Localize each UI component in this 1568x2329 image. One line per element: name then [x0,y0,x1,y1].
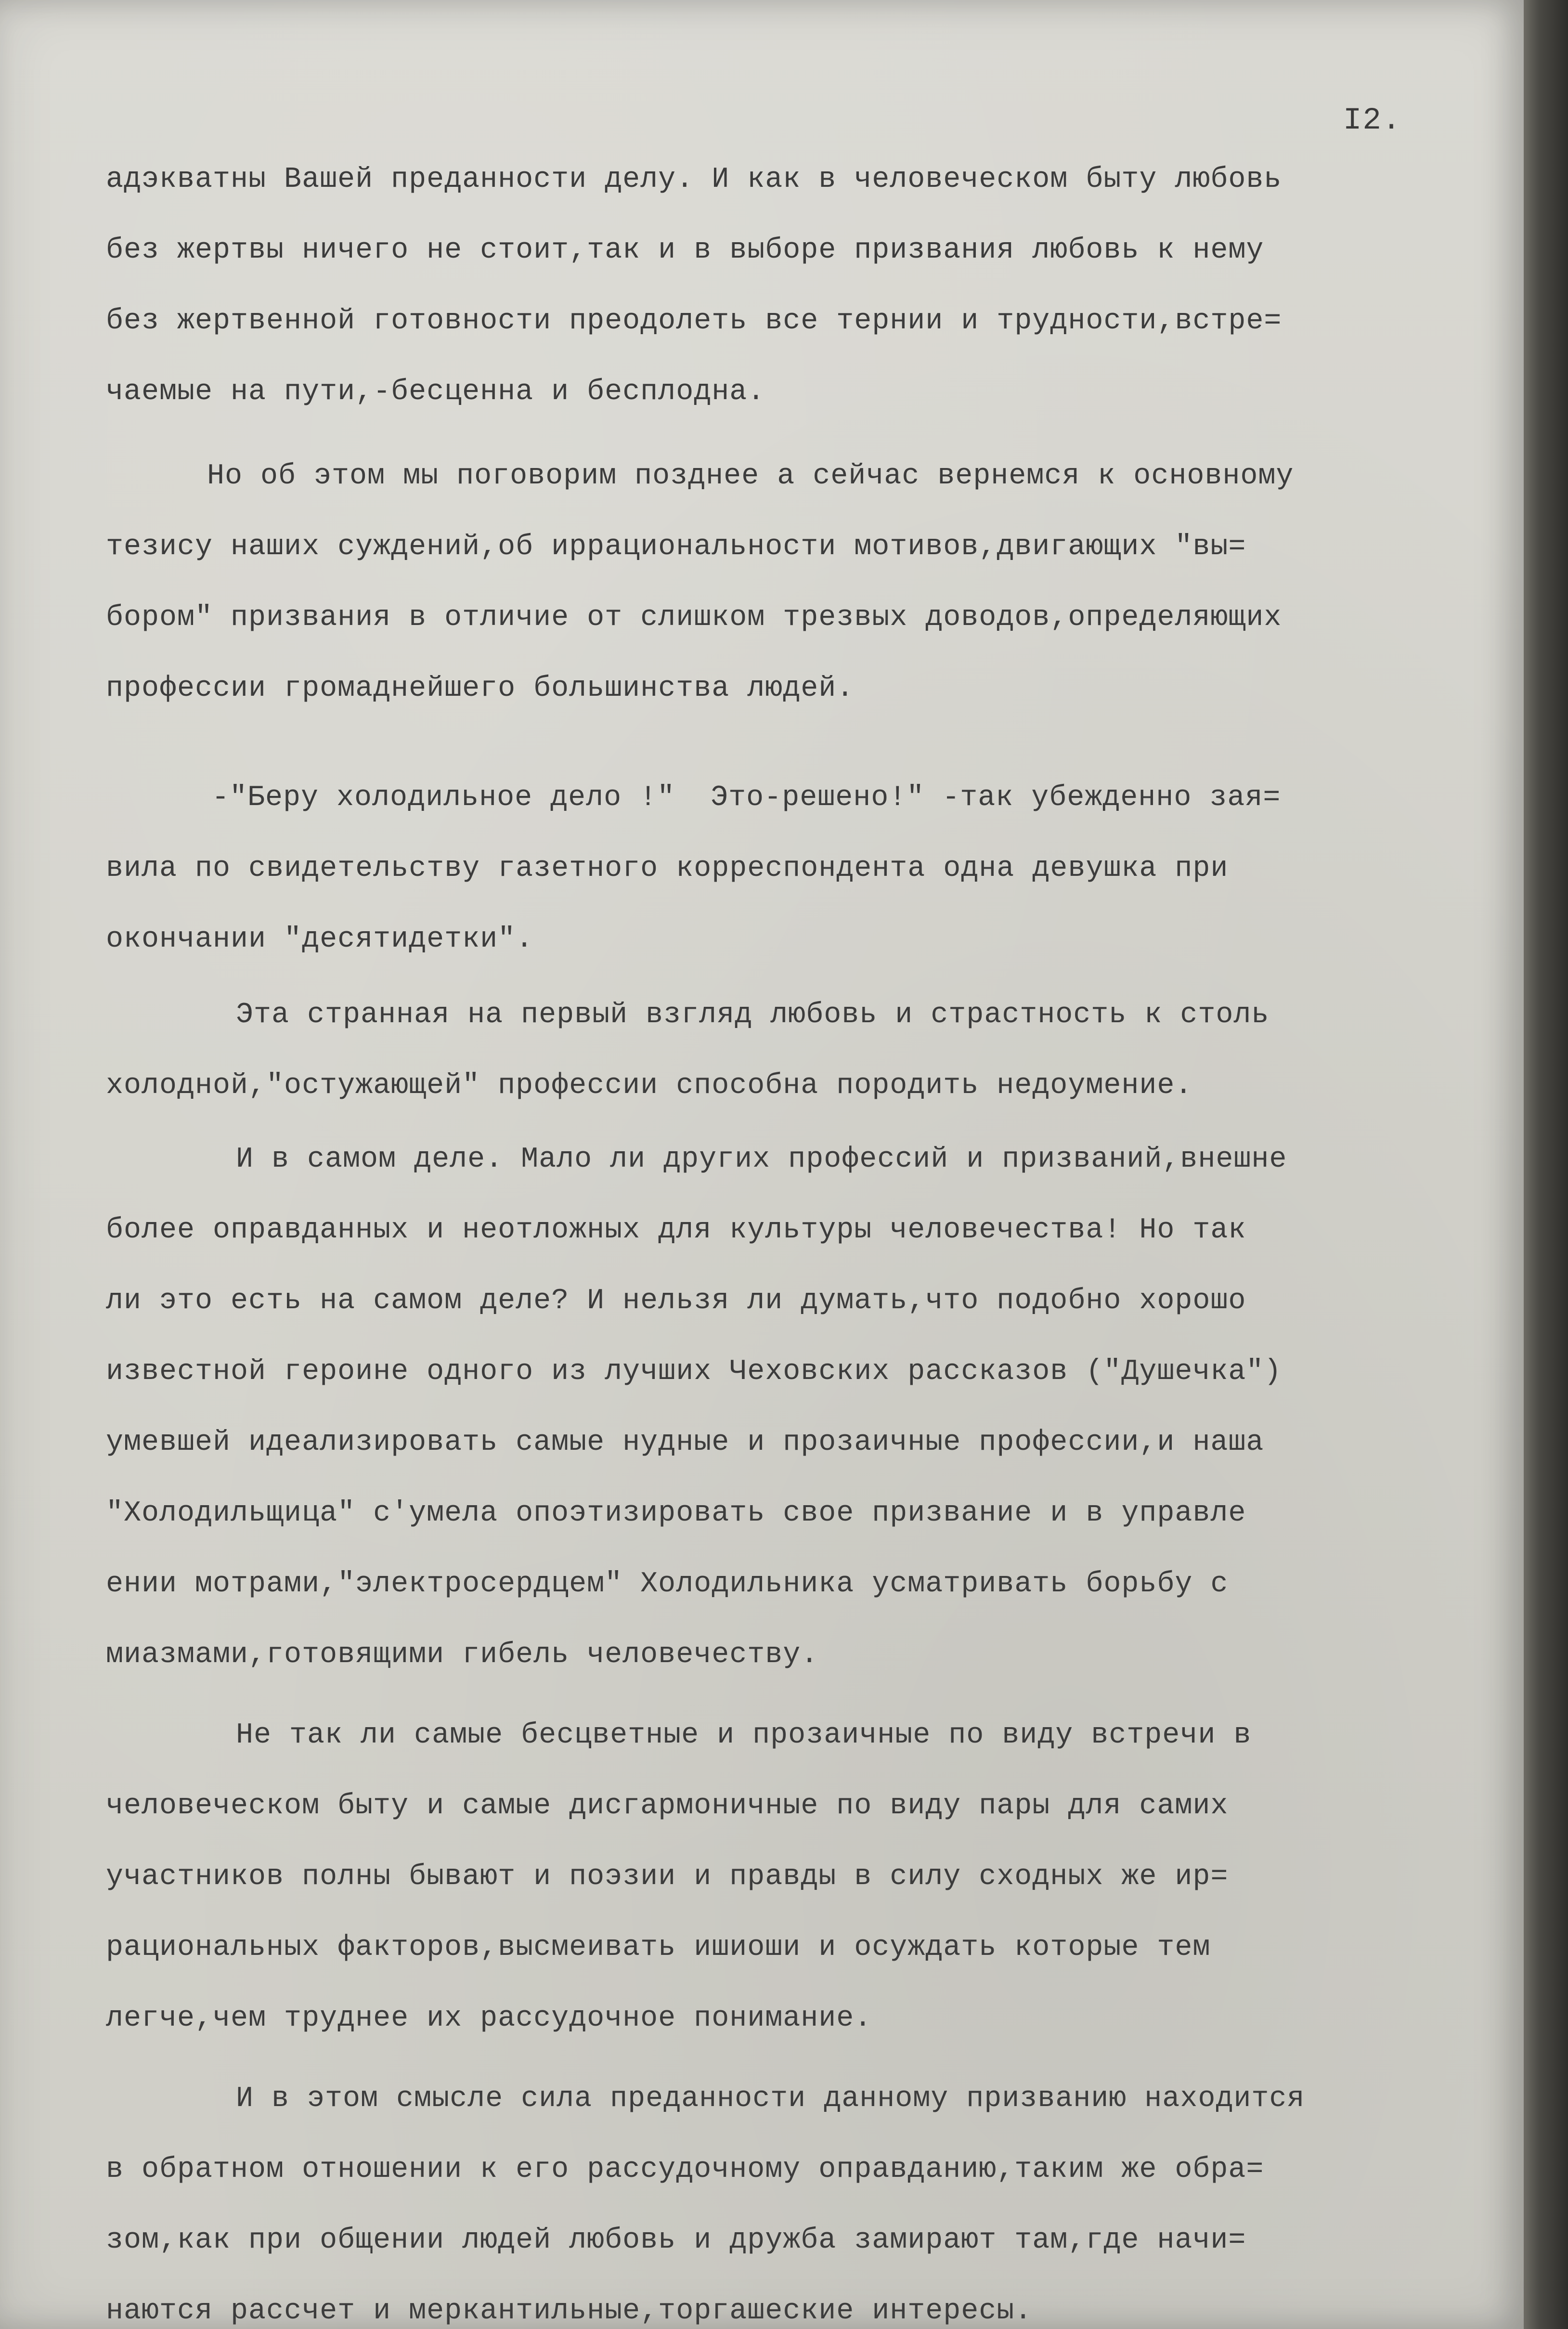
text-line: ли это есть на самом деле? И нельзя ли думать,что подобно хорошо [106,1285,1246,1317]
text-line: чаемые на пути,-бесценна и бесплодна. [106,376,765,408]
text-line: бором" призвания в отличие от слишком трезвых доводов,определяющих [106,601,1282,634]
paragraph-2 [106,441,1512,724]
body-text [106,144,1512,2329]
paragraph-6 [106,1700,1512,2054]
paragraph-1 [106,144,1512,428]
text-line: И в самом деле. Мало ли других профессий и призваний,внешне [236,1143,1287,1176]
text-line: вила по свидетельству газетного корреспондента одна девушка при [106,852,1229,885]
text-line: человеческом быту и самые дисгармоничные по виду пары для самих [106,1790,1229,1822]
text-line: И в этом смысле сила преданности данному призванию находится [236,2082,1305,2115]
paragraph-7 [106,2064,1512,2329]
text-line: без жертвы ничего не стоит,так и в выборе призвания любовь к нему [106,234,1264,267]
text-line: миазмами,готовящими гибель человечеству. [106,1639,819,1671]
binding-edge [1524,0,1568,2329]
text-line: адэкватны Вашей преданности делу. И как в человеческом быту любовь [106,163,1282,196]
paragraph-5 [106,1124,1512,1691]
text-line: Не так ли самые бесцветные и прозаичные по виду встречи в [236,1719,1252,1752]
text-line: наются рассчет и меркантильные,торгашеские интересы. [106,2295,1033,2328]
text-line: профессии громаднейшего большинства людей. [106,672,855,705]
text-line: умевшей идеализировать самые нудные и прозаичные профессии,и наша [106,1426,1264,1459]
text-line: в обратном отношении к его рассудочному оправданию,таким же обра= [106,2153,1264,2186]
text-line: тезису наших суждений,об иррациональности мотивов,двигающих "вы= [106,531,1246,563]
text-line: более оправданных и неотложных для культуры человечества! Но так [106,1214,1246,1247]
text-line: Но об этом мы поговорим позднее а сейчас вернемся к основному [207,460,1294,493]
text-line: холодной,"остужающей" профессии способна породить недоумение. [106,1069,1193,1102]
text-line: легче,чем труднее их рассудочное понимание. [106,2002,872,2035]
paragraph-4 [106,980,1512,1121]
text-line: "Холодильщица" с'умела опоэтизировать свое призвание и в управле [106,1497,1246,1530]
page-number: I2. [1343,104,1402,138]
text-line: участников полны бывают и поэзии и правды в силу сходных же ир= [106,1861,1229,1893]
text-line: Эта странная на первый взгляд любовь и страстность к столь [236,999,1270,1031]
text-line: рациональных факторов,высмеивать ишиоши и осуждать которые тем [106,1931,1211,1964]
text-line: без жертвенной готовности преодолеть все тернии и трудности,встре= [106,305,1282,338]
text-line: зом,как при общении людей любовь и дружба замирают там,где начи= [106,2224,1246,2257]
paragraph-3 [106,763,1512,975]
text-line: ении мотрами,"электросердцем" Холодильника усматривать борьбу с [106,1568,1229,1600]
text-line: окончании "десятидетки". [106,923,534,956]
text-line: -"Беру холодильное дело !" Это-решено!" -так убежденно зая= [212,781,1281,814]
text-line: известной героине одного из лучших Чеховских рассказов ("Душечка") [106,1355,1282,1388]
